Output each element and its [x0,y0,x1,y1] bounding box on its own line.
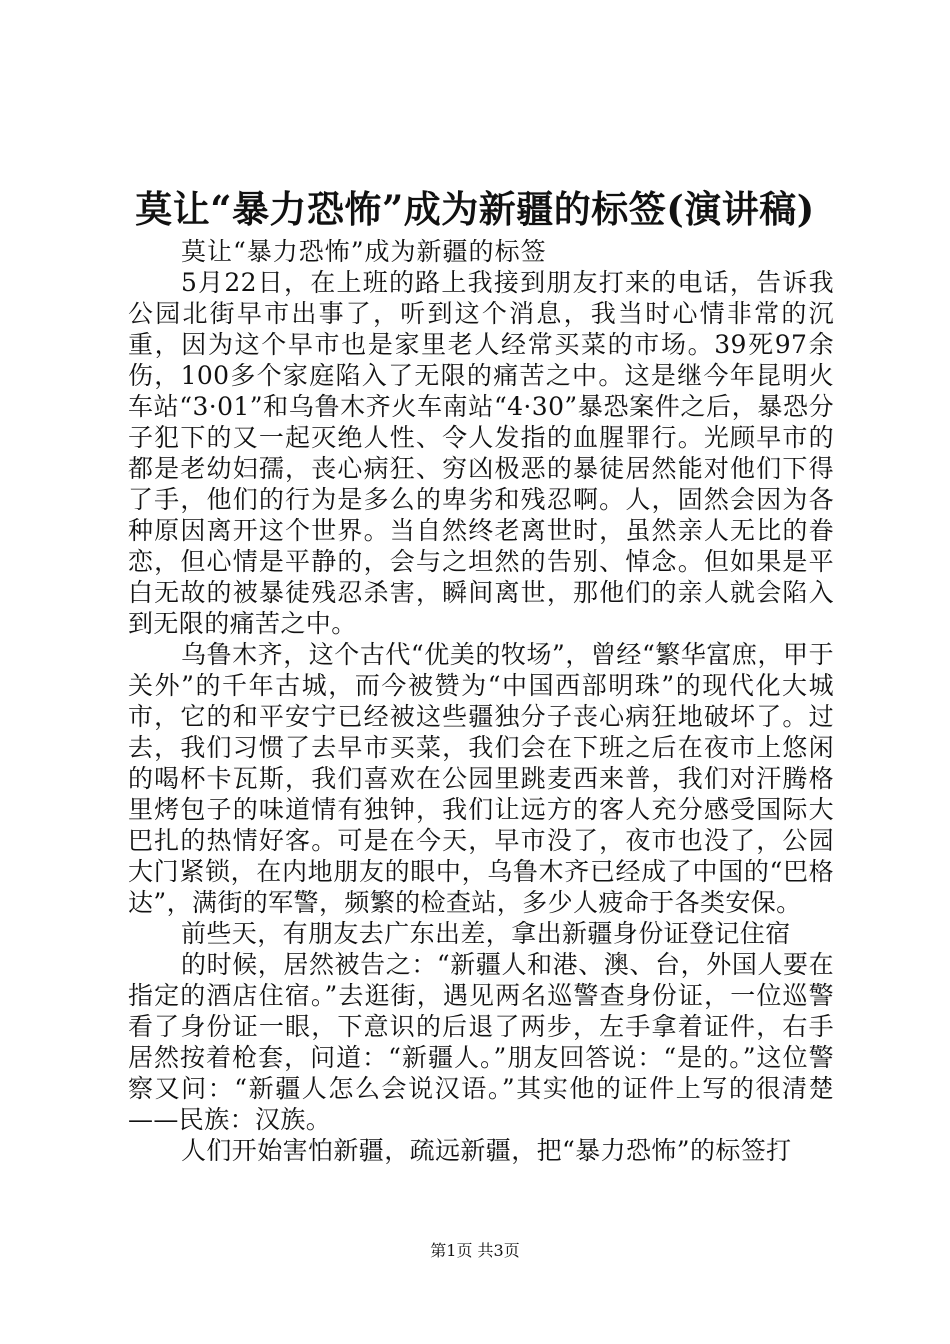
body-paragraph: 的时候，居然被告之：“新疆人和港、澳、台，外国人要在指定的酒店住宿。”去逛街，遇见两名巡警查身份证，一位巡警看了身份证一眼，下意识的后退了两步，左手拿着证件，右手居然按着枪套，问道：“新疆人。”朋友回答说：“是的。”这位警察又问：“新疆人怎么会说汉语。”其实他的证件上写的很清楚——民族：汉族。 [128,950,834,1134]
document-title: 莫让“暴力恐怖”成为新疆的标签(演讲稿) [135,187,815,231]
body-paragraph: 乌鲁木齐，这个古代“优美的牧场”，曾经“繁华富庶，甲于关外”的千年古城，而今被赞为“中国西部明珠”的现代化大城市，它的和平安宁已经被这些疆独分子丧心病狂地破坏了。过去，我们习惯了去早市买菜，我们会在下班之后在夜市上悠闲的喝杯卡瓦斯，我们喜欢在公园里跳麦西来普，我们对汗腾格里烤包子的味道情有独钟，我们让远方的客人充分感受国际大巴扎的热情好客。可是在今天，早市没了，夜市也没了，公园大门紧锁，在内地朋友的眼中，乌鲁木齐已经成了中国的“巴格达”，满街的军警，频繁的检查站，多少人疲命于各类安保。 [128,640,834,917]
body-paragraph: 前些天，有朋友去广东出差，拿出新疆身份证登记住宿 [181,919,791,948]
body-paragraph: 5月22日，在上班的路上我接到朋友打来的电话，告诉我公园北街早市出事了，听到这个消息，我当时心情非常的沉重，因为这个早市也是家里老人经常买菜的市场。39死97余伤，100多个家庭陷入了无限的痛苦之中。这是继今年昆明火车站“3·01”和乌鲁木齐火车南站“4·30”暴恐案件之后，暴恐分子犯下的又一起灭绝人性、令人发指的血腥罪行。光顾早市的都是老幼妇孺，丧心病狂、穷凶极恶的暴徒居然能对他们下得了手，他们的行为是多么的卑劣和残忍啊。人，固然会因为各种原因离开这个世界。当自然终老离世时，虽然亲人无比的眷恋，但心情是平静的，会与之坦然的告别、悼念。但如果是平白无故的被暴徒残忍杀害，瞬间离世，那他们的亲人就会陷入到无限的痛苦之中。 [128,268,834,638]
page-footer: 第1页 共3页 [430,1241,520,1260]
subtitle-paragraph: 莫让“暴力恐怖”成为新疆的标签 [181,237,547,266]
document-body [128,236,834,1166]
body-paragraph: 人们开始害怕新疆，疏远新疆，把“暴力恐怖”的标签打 [181,1136,792,1165]
